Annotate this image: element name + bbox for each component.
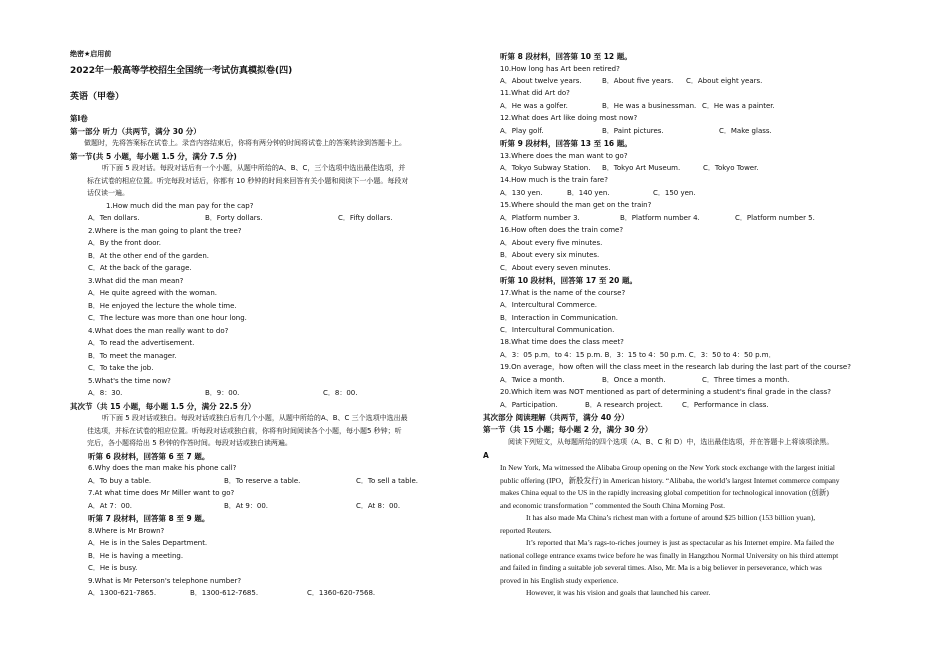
option-12a: A．Play golf.	[500, 127, 544, 135]
p1-line-3: makes China equal to the US in the rapidly increasing global competition for technological innovation (创新)	[500, 488, 829, 497]
option-5c: C．8：00.	[323, 389, 358, 397]
question-20: 20.Which item was NOT mentioned as part of determining a student's final grade in the class?	[500, 388, 831, 396]
part1-heading: 第一部分 听力（共两节，满分 30 分）	[70, 127, 201, 136]
option-1b: B．Forty dollars.	[205, 214, 263, 222]
part1-note: 做题时，先将答案标在试卷上。录音内容结束后，你将有两分钟的时间将试卷上的答案转涂到答题卡上。	[84, 139, 406, 147]
option-20a: A．Participation.	[500, 401, 558, 409]
option-16b: B．About every six minutes.	[500, 251, 600, 259]
option-11b: B．He was a businessman.	[602, 102, 697, 110]
option-11c: C．He was a painter.	[702, 102, 775, 110]
sec2-note-2: 佳选项，并标在试卷的相应位置。听每段对话或独白前，你将有时间阅读各个小题，每小题5 秒钟；听	[87, 427, 402, 435]
question-2: 2.Where is the man going to plant the tree?	[88, 227, 242, 235]
material-7-heading: 听第 7 段材料，回答第 8 至 9 题。	[88, 514, 210, 523]
p3-line-2: national college entrance exams twice before he was finally in Hangzhou Normal University on his third attempt	[500, 551, 839, 560]
option-15c: C．Platform number 5.	[735, 214, 815, 222]
option-6a: A．To buy a table.	[88, 477, 152, 485]
question-13: 13.Where does the man want to go?	[500, 152, 628, 160]
option-19a: A．Twice a month.	[500, 376, 565, 384]
option-3b: B．He enjoyed the lecture the whole time.	[88, 302, 237, 310]
option-8b: B．He is having a meeting.	[88, 552, 184, 560]
p3-line-3: and failed in finding a suitable job several times. Also, Mr. Ma is a big believer in perseverance, which was	[500, 563, 822, 572]
option-5b: B．9：00.	[205, 389, 240, 397]
p4-line-1: However, it was his vision and goals that launched his career.	[526, 588, 711, 597]
option-15a: A．Platform number 3.	[500, 214, 580, 222]
option-9a: A．1300-621-7865.	[88, 589, 157, 597]
question-14: 14.How much is the train fare?	[500, 176, 608, 184]
material-6-heading: 听第 6 段材料，回答第 6 至 7 题。	[88, 452, 210, 461]
sec1-heading: 第一节(共 5 小题，每小题 1.5 分，满分 7.5 分)	[70, 152, 237, 161]
question-12: 12.What does Art like doing most now?	[500, 114, 638, 122]
option-20c: C．Performance in class.	[682, 401, 769, 409]
p1-line-4: and economic transformation ” commented the South China Morning Post.	[500, 501, 725, 510]
option-2a: A．By the front door.	[88, 239, 162, 247]
exam-title: 2022年一般高等学校招生全国统一考试仿真模拟卷(四)	[70, 66, 293, 76]
part2-note: 阅读下列短文，从每题所给的四个选项（A、B、C 和 D）中，选出最佳选项，并在答题卡上将该项涂黑。	[508, 438, 834, 446]
option-17a: A．Intercultural Commerce.	[500, 301, 598, 309]
option-6c: C．To sell a table.	[356, 477, 419, 485]
subject-title: 英语（甲卷）	[70, 92, 125, 102]
option-5a: A．8：30.	[88, 389, 123, 397]
part2-sec1-heading: 第一节（共 15 小题；每小题 2 分，满分 30 分）	[483, 425, 653, 434]
question-5: 5.What's the time now?	[88, 377, 171, 385]
option-4c: C．To take the job.	[88, 364, 154, 372]
p1-line-1: In New York, Ma witnessed the Alibaba Group opening on the New York stock exchange with the largest initial	[500, 463, 836, 472]
option-10c: C．About eight years.	[686, 77, 763, 85]
question-17: 17.What is the name of the course?	[500, 289, 626, 297]
options-18: A．3：05 p.m．to 4：15 p.m. B．3：15 to 4：50 p.m. C．3：50 to 4：50 p.m．	[500, 351, 776, 359]
option-13a: A．Tokyo Subway Station.	[500, 164, 591, 172]
volume-label: 第Ⅰ卷	[70, 114, 88, 123]
option-15b: B．Platform number 4.	[620, 214, 700, 222]
option-10a: A．About twelve years.	[500, 77, 582, 85]
question-3: 3.What did the man mean?	[88, 277, 184, 285]
question-6: 6.Why does the man make his phone call?	[88, 464, 237, 472]
p1-line-2: public offering (IPO，新股发行) in American history. “Alibaba, the world’s largest Internet commerce company	[500, 476, 840, 485]
option-9c: C．1360-620-7568.	[307, 589, 376, 597]
question-11: 11.What did Art do?	[500, 89, 570, 97]
sec2-note-3: 完后，各小题将给出 5 秒钟的作答时间。每段对话或独白读两遍。	[87, 439, 292, 447]
option-9b: B．1300-612-7685.	[190, 589, 259, 597]
sec2-note-1: 听下面 5 段对话或独白。每段对话或独白后有几个小题，从题中所给的A、B、C 三个选项中选出最	[102, 414, 408, 422]
question-4: 4.What does the man really want to do?	[88, 327, 229, 335]
option-8a: A．He is in the Sales Department.	[88, 539, 208, 547]
question-7: 7.At what time does Mr Miller want to go?	[88, 489, 235, 497]
option-10b: B．About five years.	[602, 77, 674, 85]
material-8-heading: 听第 8 段材料，回答第 10 至 12 题。	[500, 52, 632, 61]
option-11a: A．He was a golfer.	[500, 102, 568, 110]
option-2c: C．At the back of the garage.	[88, 264, 192, 272]
option-16a: A．About every five minutes.	[500, 239, 603, 247]
sec1-note-1: 听下面 5 段对话。每段对话后有一个小题，从题中所给的A、B、C，三个选项中选出最佳选项，并	[102, 164, 406, 172]
option-4a: A．To read the advertisement.	[88, 339, 195, 347]
option-1a: A．Ten dollars.	[88, 214, 140, 222]
sec2-heading: 其次节（共 15 小题，每小题 1.5 分，满分 22.5 分）	[70, 402, 256, 411]
option-17c: C．Intercultural Communication.	[500, 326, 615, 334]
material-10-heading: 听第 10 段材料，回答第 17 至 20 题。	[500, 276, 637, 285]
option-7a: A．At 7：00.	[88, 502, 133, 510]
option-4b: B．To meet the manager.	[88, 352, 177, 360]
question-10: 10.How long has Art been retired?	[500, 65, 620, 73]
option-13b: B．Tokyo Art Museum.	[602, 164, 681, 172]
material-9-heading: 听第 9 段材料，回答第 13 至 16 题。	[500, 139, 632, 148]
question-18: 18.What time does the class meet?	[500, 338, 624, 346]
option-3c: C．The lecture was more than one hour long.	[88, 314, 247, 322]
option-6b: B．To reserve a table.	[224, 477, 301, 485]
question-1: 1.How much did the man pay for the cap?	[106, 202, 254, 210]
question-8: 8.Where is Mr Brown?	[88, 527, 165, 535]
option-14a: A．130 yen.	[500, 189, 543, 197]
part2-heading: 其次部分 阅读理解（共两节，满分 40 分）	[483, 413, 629, 422]
question-9: 9.What is Mr Peterson's telephone number?	[88, 577, 242, 585]
option-19b: B．Once a month.	[602, 376, 666, 384]
sec1-note-3: 话仅读一遍。	[87, 189, 129, 197]
option-1c: C．Fifty dollars.	[338, 214, 393, 222]
option-17b: B．Interaction in Communication.	[500, 314, 619, 322]
option-8c: C．He is busy.	[88, 564, 138, 572]
option-13c: C．Tokyo Tower.	[703, 164, 759, 172]
option-14c: C．150 yen.	[653, 189, 696, 197]
question-16: 16.How often does the train come?	[500, 226, 624, 234]
option-20b: B．A research project.	[585, 401, 663, 409]
option-16c: C．About every seven minutes.	[500, 264, 611, 272]
secret-label: 绝密★启用前	[70, 50, 112, 58]
p3-line-4: proved in his English study experience.	[500, 576, 619, 585]
sec1-note-2: 标在试卷的相应位置。听完每段对话后，你都有 10 秒钟的时间来回答有关小题和阅读下一小题。每段对	[87, 177, 409, 185]
question-15: 15.Where should the man get on the train?	[500, 201, 652, 209]
option-12c: C．Make glass.	[719, 127, 772, 135]
option-14b: B．140 yen.	[567, 189, 610, 197]
option-2b: B．At the other end of the garden.	[88, 252, 210, 260]
question-19: 19.On average，how often will the class meet in the research lab during the last part of the course?	[500, 363, 851, 371]
p2-line-1: It has also made Ma China’s richest man with a fortune of around $25 billion (153 billion yuan),	[526, 513, 816, 522]
passage-label: A	[483, 451, 489, 460]
option-3a: A．He quite agreed with the woman.	[88, 289, 217, 297]
option-7c: C．At 8：00.	[356, 502, 401, 510]
option-12b: B．Paint pictures.	[602, 127, 664, 135]
p2-line-2: reported Reuters.	[500, 526, 552, 535]
option-7b: B．At 9：00.	[224, 502, 269, 510]
option-19c: C．Three times a month.	[702, 376, 790, 384]
p3-line-1: It’s reported that Ma’s rags-to-riches journey is just as spectacular as his Internet empire. Ma failed the	[526, 538, 835, 547]
